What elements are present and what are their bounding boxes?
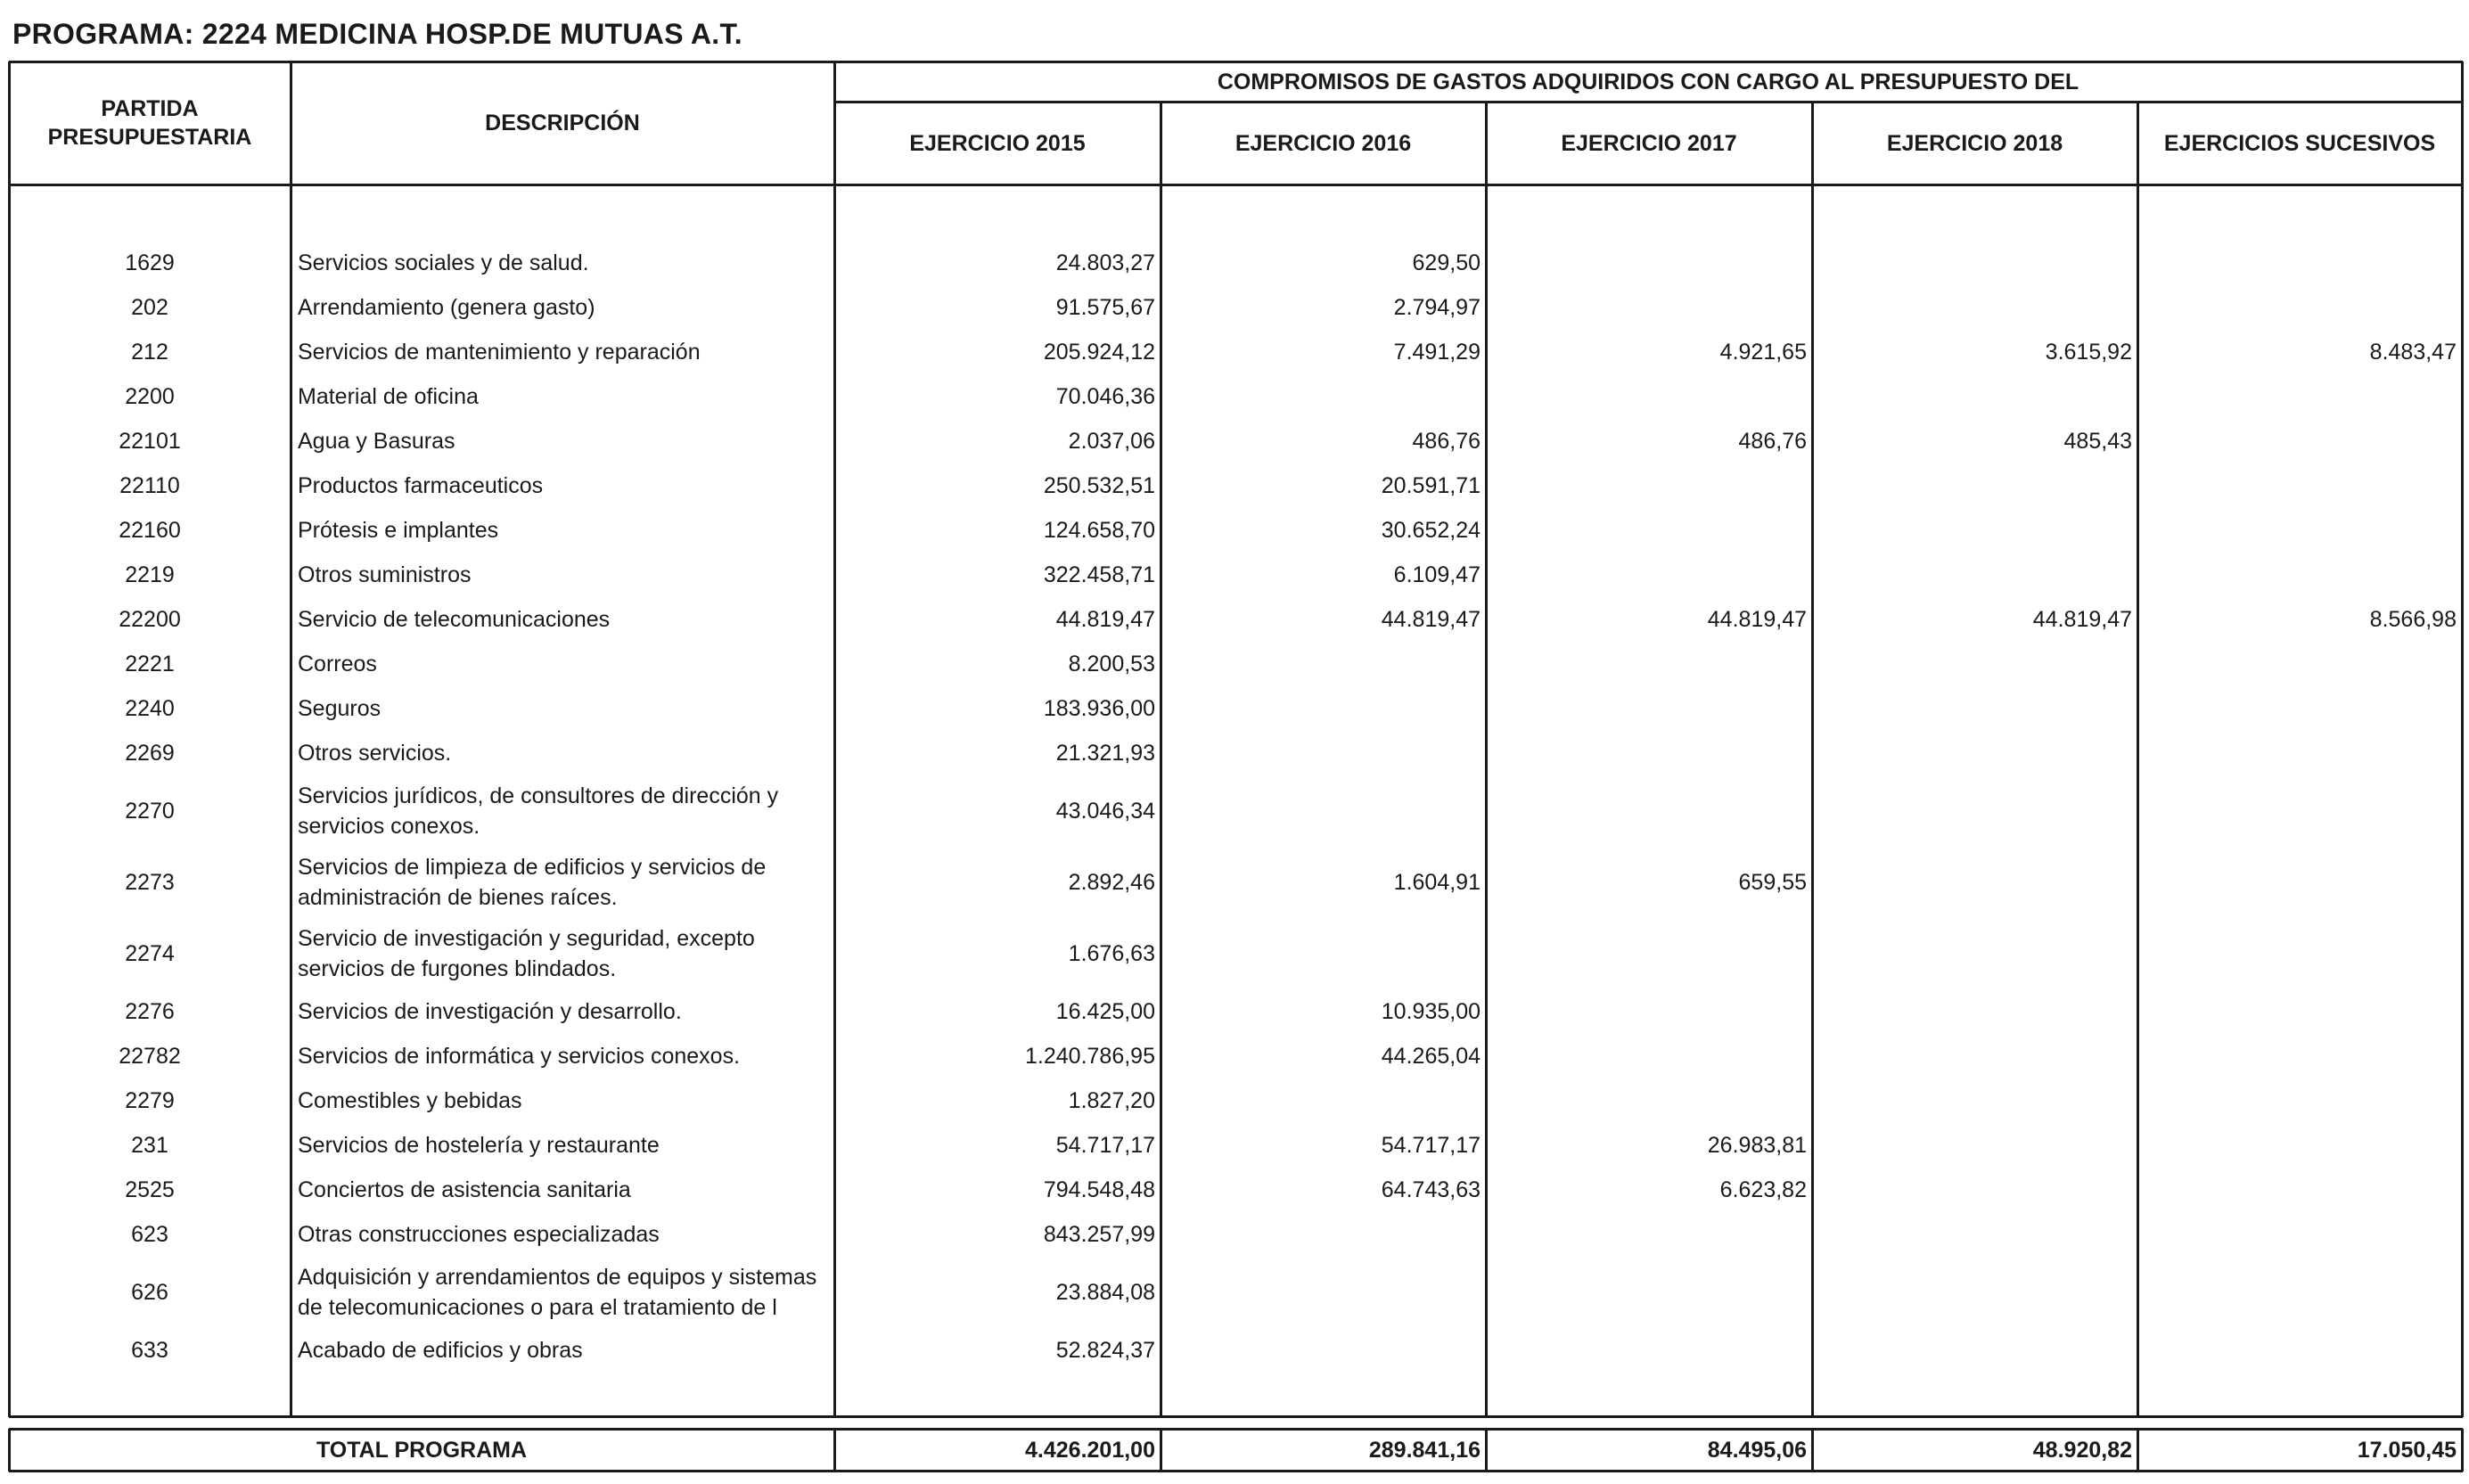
header-partida: PARTIDA PRESUPUESTARIA xyxy=(47,96,252,150)
partida-code: 231 xyxy=(131,1133,168,1158)
amount-2015: 54.717,17 xyxy=(1055,1133,1155,1158)
amount-2016 xyxy=(1161,1257,1481,1328)
amount-2018 xyxy=(1812,775,2132,847)
amount-2016: 486,76 xyxy=(1412,429,1481,454)
amount-sucesivos xyxy=(2137,241,2457,285)
amount-2017: 26.983,81 xyxy=(1707,1133,1807,1158)
amount-2016: 2.794,97 xyxy=(1393,295,1481,320)
amount-2016: 30.652,24 xyxy=(1381,518,1481,543)
amount-2017 xyxy=(1486,463,1807,508)
amount-2018 xyxy=(1812,241,2132,285)
header-ejercicio-2017: EJERCICIO 2017 xyxy=(1561,130,1737,156)
amount-sucesivos xyxy=(2137,918,2457,989)
amount-2016: 54.717,17 xyxy=(1381,1133,1481,1158)
amount-2015: 183.936,00 xyxy=(1043,696,1155,721)
descripcion-text: Servicios de investigación y desarrollo. xyxy=(298,999,682,1024)
amount-2018 xyxy=(1812,463,2132,508)
descripcion-text: Otras construcciones especializadas xyxy=(298,1222,660,1247)
partida-code: 2200 xyxy=(125,384,175,409)
amount-2015: 43.046,34 xyxy=(1055,799,1155,824)
amount-2018 xyxy=(1812,731,2132,775)
partida-code: 2525 xyxy=(125,1177,175,1202)
amount-2016: 629,50 xyxy=(1412,250,1481,275)
partida-code: 2274 xyxy=(125,941,175,966)
amount-2016: 1.604,91 xyxy=(1393,870,1481,895)
amount-sucesivos xyxy=(2137,1212,2457,1257)
amount-2016 xyxy=(1161,918,1481,989)
partida-code: 202 xyxy=(131,295,168,320)
amount-sucesivos xyxy=(2137,1034,2457,1078)
amount-2015: 322.458,71 xyxy=(1043,562,1155,587)
descripcion-text: Servicios sociales y de salud. xyxy=(298,250,589,275)
amount-2016: 64.743,63 xyxy=(1381,1177,1481,1202)
amount-2015: 1.240.786,95 xyxy=(1025,1044,1155,1069)
amount-2018 xyxy=(1812,1212,2132,1257)
amount-2016: 44.819,47 xyxy=(1381,607,1481,632)
descripcion-text: Servicios de hostelería y restaurante xyxy=(298,1133,660,1158)
partida-code: 22101 xyxy=(119,429,181,454)
amount-2018: 3.615,92 xyxy=(2045,340,2132,365)
descripcion-text: Arrendamiento (genera gasto) xyxy=(298,295,595,320)
partida-code: 2240 xyxy=(125,696,175,721)
partida-code: 22110 xyxy=(119,473,180,498)
amount-2017 xyxy=(1486,989,1807,1034)
partida-code: 2269 xyxy=(125,741,175,766)
amount-2017 xyxy=(1486,731,1807,775)
amount-sucesivos xyxy=(2137,463,2457,508)
amount-2018 xyxy=(1812,1328,2132,1373)
amount-2017: 4.921,65 xyxy=(1719,340,1807,365)
total-label: TOTAL PROGRAMA xyxy=(316,1437,528,1463)
amount-2017 xyxy=(1486,374,1807,419)
descripcion-text: Agua y Basuras xyxy=(298,429,455,454)
amount-sucesivos xyxy=(2137,1078,2457,1123)
amount-2016: 10.935,00 xyxy=(1381,999,1481,1024)
partida-code: 2276 xyxy=(125,999,175,1024)
amount-2016 xyxy=(1161,775,1481,847)
amount-2017: 6.623,82 xyxy=(1719,1177,1807,1202)
amount-2017 xyxy=(1486,1212,1807,1257)
amount-2016: 20.591,71 xyxy=(1381,473,1481,498)
amount-2015: 250.532,51 xyxy=(1043,473,1155,498)
amount-sucesivos xyxy=(2137,1168,2457,1212)
amount-2018: 44.819,47 xyxy=(2032,607,2132,632)
amount-sucesivos xyxy=(2137,686,2457,731)
amount-2018 xyxy=(1812,1123,2132,1168)
partida-code: 22200 xyxy=(119,607,181,632)
amount-2015: 70.046,36 xyxy=(1055,384,1155,409)
partida-code: 2221 xyxy=(125,652,175,676)
descripcion-text: Otros suministros xyxy=(298,562,472,587)
descripcion-text: Prótesis e implantes xyxy=(298,518,499,543)
amount-2016 xyxy=(1161,642,1481,686)
amount-2017 xyxy=(1486,642,1807,686)
amount-2015: 843.257,99 xyxy=(1043,1222,1155,1247)
amount-2016: 6.109,47 xyxy=(1393,562,1481,587)
total-amount-2017: 84.495,06 xyxy=(1707,1437,1807,1463)
page-title: PROGRAMA: 2224 MEDICINA HOSP.DE MUTUAS A.T. xyxy=(12,18,742,50)
partida-code: 1629 xyxy=(125,250,175,275)
amount-2018 xyxy=(1812,553,2132,597)
amount-sucesivos xyxy=(2137,374,2457,419)
total-amount-2016: 289.841,16 xyxy=(1368,1437,1481,1463)
amount-2017 xyxy=(1486,508,1807,553)
amount-2018 xyxy=(1812,1034,2132,1078)
amount-2015: 1.676,63 xyxy=(1068,941,1155,966)
amount-2017 xyxy=(1486,1078,1807,1123)
table-border-bottom xyxy=(9,1415,2463,1418)
amount-sucesivos xyxy=(2137,1257,2457,1328)
amount-2018 xyxy=(1812,285,2132,330)
descripcion-text: Productos farmaceuticos xyxy=(298,473,544,498)
partida-code: 2270 xyxy=(125,799,175,824)
descripcion-text: Servicio de investigación y seguridad, excepto servicios de furgones blindados. xyxy=(298,926,755,981)
amount-2015: 91.575,67 xyxy=(1055,295,1155,320)
amount-2018 xyxy=(1812,918,2132,989)
amount-2015: 23.884,08 xyxy=(1055,1280,1155,1305)
header-ejercicio-2016: EJERCICIO 2016 xyxy=(1234,130,1412,156)
amount-2015: 1.827,20 xyxy=(1068,1088,1155,1113)
amount-2018 xyxy=(1812,847,2132,918)
descripcion-text: Correos xyxy=(298,652,377,676)
amount-2015: 794.548,48 xyxy=(1043,1177,1155,1202)
amount-2016 xyxy=(1161,1078,1481,1123)
partida-code: 633 xyxy=(131,1338,168,1363)
amount-sucesivos xyxy=(2137,419,2457,463)
header-ejercicio-2018: EJERCICIO 2018 xyxy=(1886,130,2063,156)
amount-2016 xyxy=(1161,1212,1481,1257)
amount-2018 xyxy=(1812,642,2132,686)
amount-2018 xyxy=(1812,1168,2132,1212)
header-ejercicio-2015: EJERCICIO 2015 xyxy=(909,130,1086,156)
amount-sucesivos xyxy=(2137,642,2457,686)
amount-2017: 659,55 xyxy=(1738,870,1807,895)
amount-2017 xyxy=(1486,1257,1807,1328)
amount-2015: 8.200,53 xyxy=(1068,652,1155,676)
descripcion-text: Acabado de edificios y obras xyxy=(298,1338,583,1363)
amount-2017 xyxy=(1486,285,1807,330)
amount-sucesivos xyxy=(2137,775,2457,847)
total-amount-sucesivos: 17.050,45 xyxy=(2357,1437,2457,1463)
amount-sucesivos xyxy=(2137,1123,2457,1168)
amount-2018: 485,43 xyxy=(2063,429,2132,454)
header-descripcion: DESCRIPCIÓN xyxy=(485,111,640,135)
total-amount-2015: 4.426.201,00 xyxy=(1025,1437,1155,1463)
descripcion-text: Conciertos de asistencia sanitaria xyxy=(298,1177,631,1202)
descripcion-text: Adquisición y arrendamientos de equipos y sistemas de telecomunicaciones o para el tratamiento de l xyxy=(298,1265,817,1320)
amount-2016: 7.491,29 xyxy=(1393,340,1481,365)
header-ejercicio-sucesivos: EJERCICIOS SUCESIVOS xyxy=(2163,130,2436,156)
amount-2015: 205.924,12 xyxy=(1043,340,1155,365)
total-amount-2018: 48.920,82 xyxy=(2032,1437,2132,1463)
descripcion-text: Comestibles y bebidas xyxy=(298,1088,522,1113)
descripcion-text: Servicios de mantenimiento y reparación xyxy=(298,340,701,365)
descripcion-text: Servicios de limpieza de edificios y servicios de administración de bienes raíces. xyxy=(298,855,767,910)
descripcion-text: Servicio de telecomunicaciones xyxy=(298,607,611,632)
descripcion-text: Servicios de informática y servicios conexos. xyxy=(298,1044,741,1069)
amount-2015: 124.658,70 xyxy=(1043,518,1155,543)
amount-2015: 2.892,46 xyxy=(1068,870,1155,895)
amount-2017 xyxy=(1486,918,1807,989)
descripcion-text: Servicios jurídicos, de consultores de dirección y servicios conexos. xyxy=(298,783,779,839)
partida-code: 623 xyxy=(131,1222,168,1247)
descripcion-text: Seguros xyxy=(298,696,381,721)
partida-code: 22782 xyxy=(119,1044,181,1069)
amount-2015: 2.037,06 xyxy=(1068,429,1155,454)
amount-2017: 486,76 xyxy=(1738,429,1807,454)
amount-sucesivos: 8.566,98 xyxy=(2369,607,2457,632)
partida-code: 212 xyxy=(131,340,168,365)
amount-sucesivos xyxy=(2137,731,2457,775)
amount-2018 xyxy=(1812,686,2132,731)
amount-2017 xyxy=(1486,241,1807,285)
amount-2016 xyxy=(1161,374,1481,419)
partida-code: 22160 xyxy=(119,518,181,543)
amount-sucesivos xyxy=(2137,508,2457,553)
amount-2018 xyxy=(1812,374,2132,419)
amount-2015: 52.824,37 xyxy=(1055,1338,1155,1363)
amount-2017 xyxy=(1486,1328,1807,1373)
amount-2017 xyxy=(1486,1034,1807,1078)
partida-code: 626 xyxy=(131,1280,168,1305)
header-group: COMPROMISOS DE GASTOS ADQUIRIDOS CON CARGO AL PRESUPUESTO DEL xyxy=(1217,69,2079,94)
amount-2018 xyxy=(1812,1078,2132,1123)
partida-code: 2273 xyxy=(125,870,175,895)
amount-sucesivos xyxy=(2137,285,2457,330)
amount-2015: 24.803,27 xyxy=(1055,250,1155,275)
amount-2017 xyxy=(1486,686,1807,731)
amount-2017 xyxy=(1486,775,1807,847)
descripcion-text: Otros servicios. xyxy=(298,741,452,766)
amount-2015: 21.321,93 xyxy=(1055,741,1155,766)
amount-sucesivos: 8.483,47 xyxy=(2369,340,2457,365)
amount-2017 xyxy=(1486,553,1807,597)
amount-sucesivos xyxy=(2137,989,2457,1034)
amount-sucesivos xyxy=(2137,1328,2457,1373)
amount-sucesivos xyxy=(2137,847,2457,918)
amount-2016 xyxy=(1161,731,1481,775)
amount-2018 xyxy=(1812,1257,2132,1328)
amount-2015: 16.425,00 xyxy=(1055,999,1155,1024)
amount-2016 xyxy=(1161,686,1481,731)
amount-2015: 44.819,47 xyxy=(1055,607,1155,632)
total-border-right xyxy=(2461,1429,2464,1472)
partida-code: 2279 xyxy=(125,1088,175,1113)
amount-2016: 44.265,04 xyxy=(1381,1044,1481,1069)
amount-2018 xyxy=(1812,989,2132,1034)
partida-code: 2219 xyxy=(125,562,175,587)
descripcion-text: Material de oficina xyxy=(298,384,479,409)
amount-2018 xyxy=(1812,508,2132,553)
amount-2016 xyxy=(1161,1328,1481,1373)
amount-sucesivos xyxy=(2137,553,2457,597)
amount-2017: 44.819,47 xyxy=(1707,607,1807,632)
